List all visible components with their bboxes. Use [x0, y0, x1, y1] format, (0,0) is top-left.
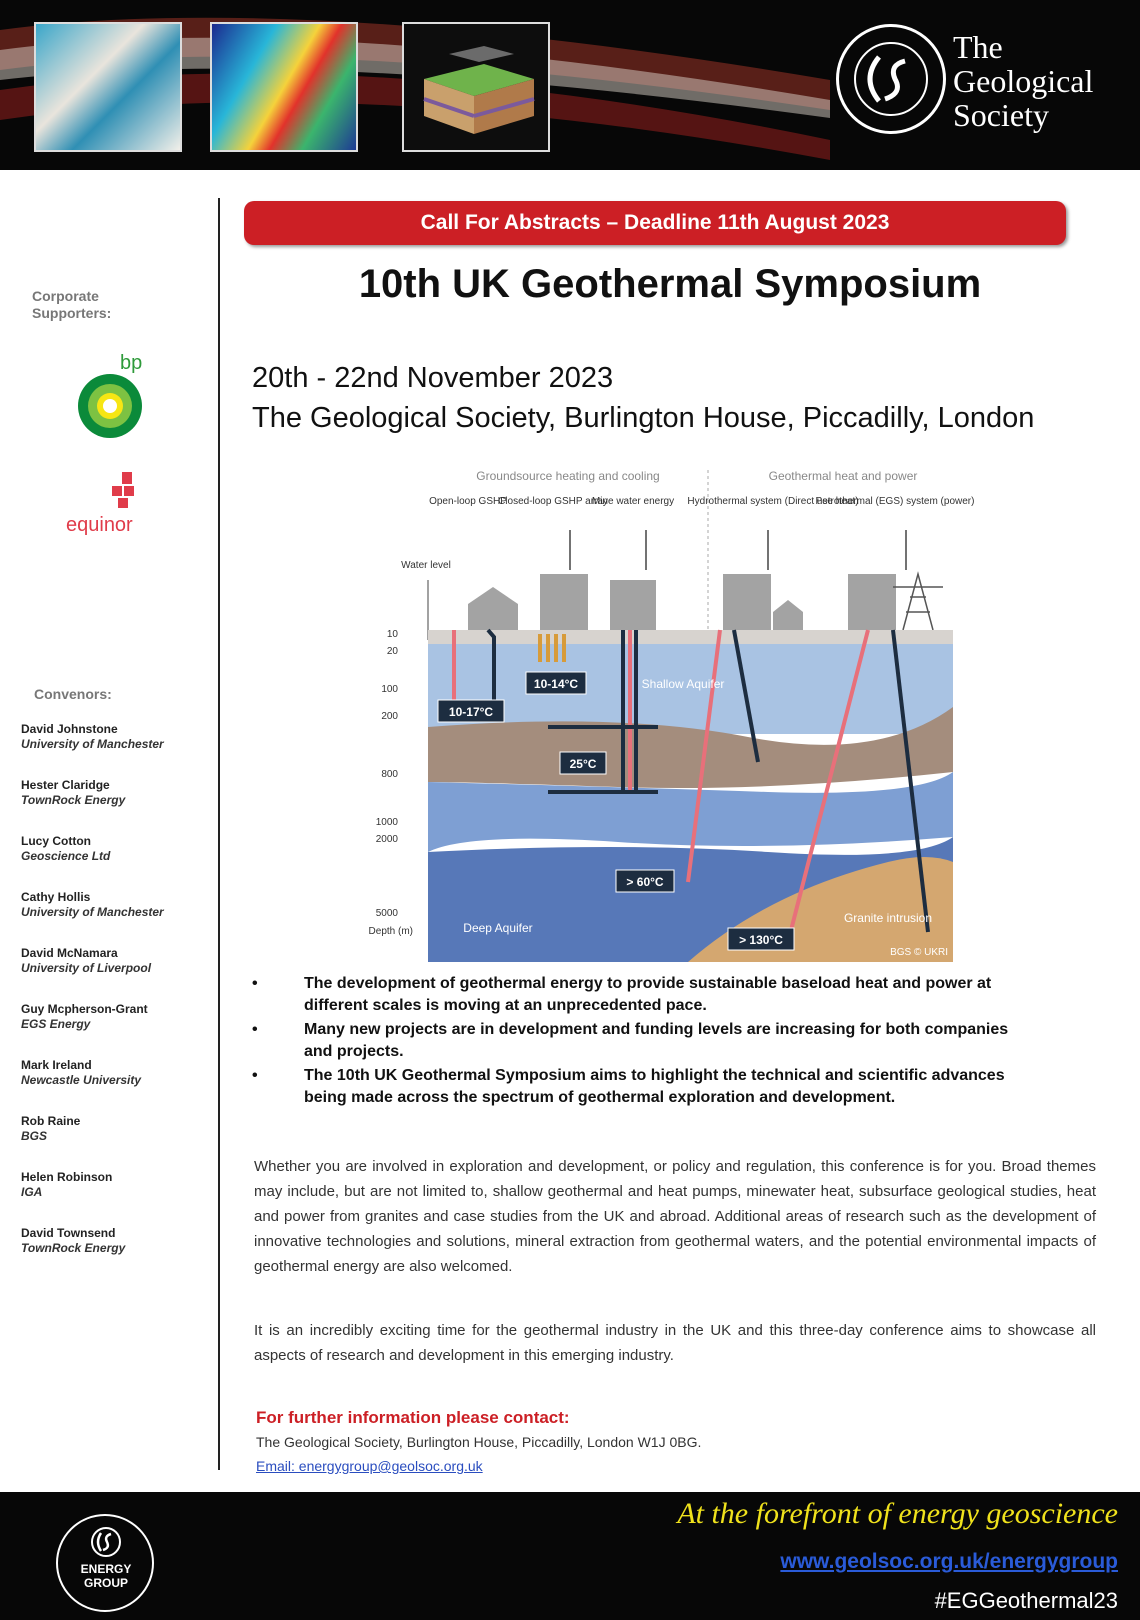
key-points-list — [252, 973, 1022, 1111]
system-label: Closed-loop GSHP array — [498, 496, 608, 507]
convenor-name: Cathy Hollis — [21, 890, 91, 904]
convenor-item — [21, 946, 211, 1002]
event-date: 20th - 22nd November 2023 — [252, 362, 614, 394]
energy-group-label: ENERGY GROUP — [80, 1562, 132, 1590]
energy-group-link[interactable]: www.geolsoc.org.uk/energygroup — [780, 1550, 1118, 1573]
rock-thinsection-image — [34, 22, 182, 152]
bp-helios-icon — [76, 372, 146, 442]
supporters-heading: Corporate Supporters: — [32, 288, 112, 321]
convenor-name: Helen Robinson — [21, 1170, 113, 1184]
convenor-affiliation: EGS Energy — [21, 1017, 91, 1031]
depth-tick: 1000 — [375, 817, 398, 828]
convenor-name: David Townsend — [21, 1226, 116, 1240]
temp-badge: 10-14°C — [533, 677, 579, 691]
convenor-item — [21, 834, 211, 890]
equinor-wordmark: equinor — [66, 514, 133, 536]
convenor-affiliation: Geoscience Ltd — [21, 849, 111, 863]
convenors-list — [21, 722, 211, 1282]
event-venue: The Geological Society, Burlington House, Piccadilly, London — [252, 402, 1035, 434]
contact-heading: For further information please contact: — [256, 1408, 570, 1427]
convenor-name: David McNamara — [21, 946, 118, 960]
convenor-item — [21, 778, 211, 834]
bullet-text: The development of geothermal energy to provide sustainable baseload heat and power at different scales is moving at an unprecedented pace. — [304, 975, 992, 1014]
convenor-name: David Johnstone — [21, 722, 118, 736]
bullet-icon: • — [252, 975, 258, 992]
header-banner — [0, 0, 1140, 170]
bp-wordmark: bp — [120, 352, 143, 374]
layer-label: Granite intrusion — [843, 911, 933, 925]
convenor-name: Mark Ireland — [21, 1058, 92, 1072]
list-item — [252, 973, 1022, 1017]
convenor-affiliation: TownRock Energy — [21, 1241, 126, 1255]
convenor-affiliation: BGS — [21, 1129, 48, 1143]
equinor-star-icon — [110, 472, 138, 510]
geology-block-image — [402, 22, 550, 152]
temp-badge: 25°C — [569, 757, 597, 771]
description-paragraph: Whether you are involved in exploration and development, or policy and regulation, this conference is for you. Broad themes may include, but are not limited to, shallow geothermal and heat pumps, minewater heat, subsurface geological studies, heat and power from granites and case studies from the UK and abroad. Additional areas of research such as the development of innovative technologies and solutions, mineral extraction from geothermal waters, and the potential environmental impacts of geothermal energy are also welcomed. — [254, 1158, 1096, 1275]
diagram-right-heading: Geothermal heat and power — [768, 469, 918, 483]
page-title: 10th UK Geothermal Symposium — [358, 262, 982, 306]
contact-address: The Geological Society, Burlington House, Piccadilly, London W1J 0BG. — [256, 1434, 702, 1450]
convenor-name: Lucy Cotton — [21, 834, 91, 848]
convenor-item — [21, 1226, 211, 1282]
convenor-item — [21, 1002, 211, 1058]
footer-tagline: At the forefront of energy geoscience — [677, 1497, 1118, 1530]
temp-badge: 10-17°C — [448, 705, 494, 719]
society-name: The Geological Society — [953, 29, 1094, 133]
system-label: Hydrothermal system (Direct use heat) — [687, 496, 859, 507]
convenor-item — [21, 722, 211, 778]
bullet-icon: • — [252, 1067, 258, 1084]
contact-email-link[interactable]: Email: energygroup@geolsoc.org.uk — [256, 1458, 483, 1474]
bullet-icon: • — [252, 1021, 258, 1038]
bullet-text: Many new projects are in development and funding levels are increasing for both companies and projects. — [304, 1021, 1009, 1060]
system-label: Mine water energy — [591, 496, 675, 507]
layer-label: Deep Aquifer — [463, 921, 533, 935]
pylon-icon — [893, 574, 943, 630]
depth-tick: 800 — [381, 769, 398, 780]
convenor-item — [21, 890, 211, 946]
depth-tick: 2000 — [375, 834, 398, 845]
topsoil-layer — [428, 630, 953, 644]
sidebar-divider — [218, 198, 220, 1470]
energy-group-logo — [56, 1514, 154, 1612]
depth-tick: 100 — [381, 684, 398, 695]
convenor-item — [21, 1114, 211, 1170]
diagram-left-heading: Groundsource heating and cooling — [476, 469, 660, 483]
convenor-affiliation: IGA — [21, 1185, 43, 1199]
layer-label: Shallow Aquifer — [641, 677, 725, 691]
surface-buildings — [468, 574, 896, 630]
bullet-text: The 10th UK Geothermal Symposium aims to highlight the technical and scientific advances being made across the spectrum of geothermal exploration and development. — [304, 1067, 1005, 1106]
equinor-logo — [66, 472, 146, 542]
convenor-affiliation: University of Liverpool — [21, 961, 152, 975]
convenor-name: Hester Claridge — [21, 778, 110, 792]
geology-block-drawing — [404, 24, 548, 150]
event-hashtag: #EGGeothermal23 — [934, 1588, 1118, 1613]
convenor-affiliation: Newcastle University — [21, 1073, 142, 1087]
depth-tick: 5000 — [375, 908, 398, 919]
depth-axis — [369, 629, 413, 937]
depth-axis-label: Depth (m) — [368, 926, 413, 937]
convenor-affiliation: University of Manchester — [21, 737, 164, 751]
gs-monogram-icon — [839, 27, 943, 131]
geothermal-diagram — [368, 462, 988, 962]
closing-paragraph: It is an incredibly exciting time for the geothermal industry in the UK and this three-day conference aims to showcase all aspects of research and development in this emerging industry. — [254, 1322, 1096, 1364]
call-for-abstracts-banner: Call For Abstracts – Deadline 11th August 2023 — [244, 201, 1066, 245]
system-label: Petrothermal (EGS) system (power) — [815, 496, 975, 507]
temp-badge: > 60°C — [626, 875, 664, 889]
bp-logo — [76, 352, 148, 442]
system-label: Open-loop GSHP — [429, 496, 507, 507]
diagram-credit: BGS © UKRI — [890, 947, 948, 958]
depth-tick: 20 — [386, 646, 398, 657]
convenors-heading: Convenors: — [34, 686, 112, 702]
depth-tick: 10 — [386, 629, 398, 640]
convenor-affiliation: University of Manchester — [21, 905, 164, 919]
convenor-affiliation: TownRock Energy — [21, 793, 126, 807]
seismic-surface-image — [210, 22, 358, 152]
convenor-item — [21, 1058, 211, 1114]
list-item — [252, 1019, 1022, 1063]
convenor-name: Guy Mcpherson-Grant — [21, 1002, 148, 1016]
geological-society-logo — [836, 24, 946, 134]
gs-monogram-icon — [90, 1526, 122, 1558]
convenor-item — [21, 1170, 211, 1226]
list-item — [252, 1065, 1022, 1109]
temp-badge: > 130°C — [739, 933, 783, 947]
convenor-name: Rob Raine — [21, 1114, 81, 1128]
water-level-label: Water level — [401, 560, 451, 571]
depth-tick: 200 — [381, 711, 398, 722]
